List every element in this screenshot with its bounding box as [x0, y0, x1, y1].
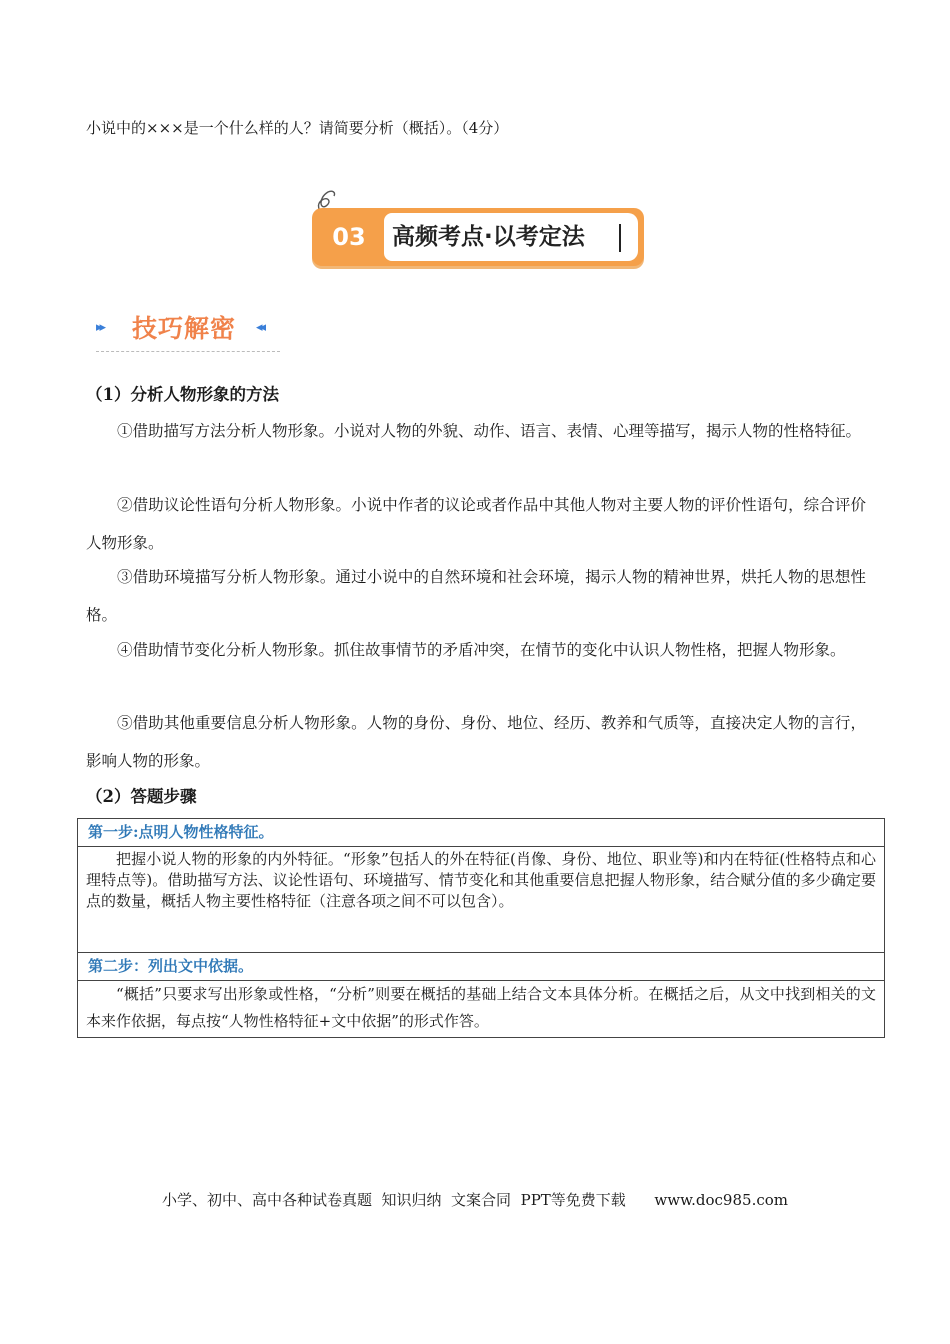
section2-heading: （2）答题步骤	[86, 787, 197, 806]
method-paragraph: ③借助环境描写分析人物形象。通过小说中的自然环境和社会环境，揭示人物的精神世界，烘托人物的思想性格。	[86, 568, 866, 624]
double-arrow-right-icon: ▸▸	[96, 320, 104, 335]
section-banner	[312, 188, 646, 270]
steps-table	[77, 818, 885, 1038]
step2-body: “概括”只要求写出形象或性格，“分析”则要在概括的基础上结合文本具体分析。在概括之后，从文中找到相关的文本来作依据，每点按“人物性格特征+文中依据”的形式作答。	[86, 985, 876, 1030]
skill-heading-label: 技巧解密	[132, 314, 237, 343]
text-cursor	[619, 224, 621, 252]
double-arrow-left-icon: ◂◂	[256, 320, 264, 335]
step1-title: 第一步:点明人物性格特征。	[78, 819, 884, 847]
step1-body: 把握小说人物的形象的内外特征。“形象”包括人的外在特征(肖像、身份、地位、职业等)和内在特征(性格特点和心理特点等)。借助描写方法、议论性语句、环境描写、情节变化和其他重要信息把握人物形象，结合赋分值的多少确定要点的数量，概括人物主要性格特征（注意各项之间不可以包含）。	[78, 847, 884, 953]
skill-heading	[96, 310, 282, 354]
question-text: 小说中的×××是一个什么样的人？请简要分析（概括）。（4分）	[86, 119, 509, 137]
dashed-divider	[96, 351, 280, 352]
method-paragraph: ⑤借助其他重要信息分析人物形象。人物的身份、身份、地位、经历、教养和气质等，直接决定人物的言行，影响人物的形象。	[86, 714, 866, 770]
method-paragraph: ②借助议论性语句分析人物形象。小说中作者的议论或者作品中其他人物对主要人物的评价性语句，综合评价人物形象。	[86, 496, 866, 552]
step2-title: 第二步：列出文中依据。	[78, 953, 884, 981]
section1-heading: （1）分析人物形象的方法	[86, 385, 279, 404]
method-paragraph: ①借助描写方法分析人物形象。小说对人物的外貌、动作、语言、表情、心理等描写，揭示人物的性格特征。	[117, 422, 862, 440]
banner-number: 03	[332, 223, 366, 251]
banner-title: 高频考点·以考定法	[392, 224, 585, 250]
method-paragraph: ④借助情节变化分析人物形象。抓住故事情节的矛盾冲突，在情节的变化中认识人物性格，把握人物形象。	[117, 641, 846, 659]
page-footer: 小学、初中、高中各种试卷真题 知识归纳 文案合同 PPT等免费下载 www.doc985.com	[161, 1191, 788, 1209]
